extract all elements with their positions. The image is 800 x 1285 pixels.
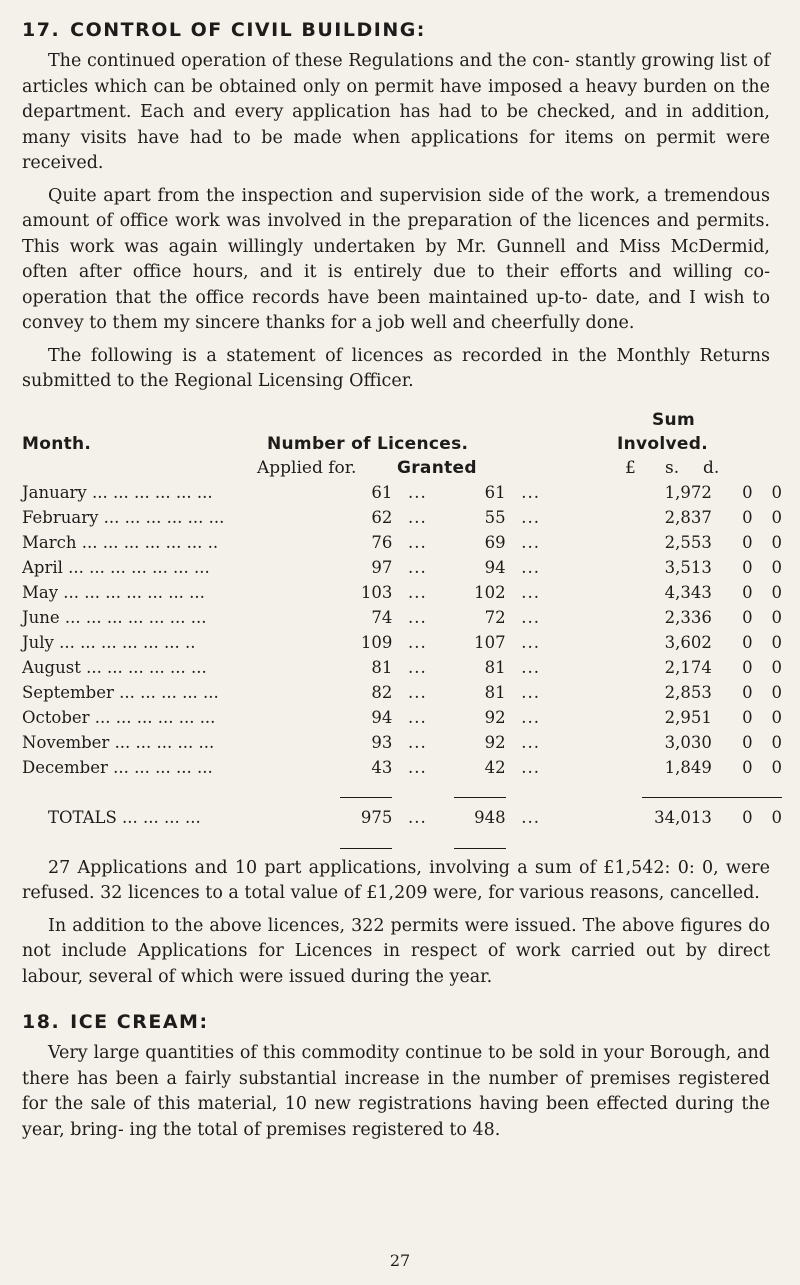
applied-cell: 81 [371,657,393,677]
table-header [22,402,770,480]
month-cell: January ... ... ... ... ... ... [22,482,213,502]
totals-shillings: 0 [742,808,753,827]
applied-cell: 94 [371,707,393,727]
applied-cell: 93 [371,732,393,752]
totals-pence: 0 [771,808,782,827]
leader-dots: ... [408,607,427,627]
pounds-cell: 4,343 [664,582,712,602]
rule-row [22,780,782,805]
month-cell: April ... ... ... ... ... ... ... [22,557,210,577]
granted-cell: 81 [484,682,506,702]
month-cell: July ... ... ... ... ... ... .. [22,632,196,652]
month-cell: February ... ... ... ... ... ... [22,507,225,527]
granted-cell: 92 [484,707,506,727]
leader-dots: ... [408,757,427,777]
section-17-title: CONTROL OF CIVIL BUILDING: [70,19,426,41]
granted-cell: 69 [484,532,506,552]
leader-dots: ... [521,557,540,577]
pence-cell: 0 [771,482,782,502]
pence-cell: 0 [771,757,782,777]
granted-cell: 81 [484,657,506,677]
totals-granted: 948 [474,808,506,827]
month-cell: November ... ... ... ... ... [22,732,215,752]
applied-cell: 62 [371,507,393,527]
table-row [22,705,782,730]
shillings-cell: 0 [742,582,753,602]
shillings-cell: 0 [742,632,753,652]
shillings-cell: 0 [742,507,753,527]
leader-dots: ... [521,682,540,702]
leader-dots: ... [521,507,540,527]
section-17-number: 17. [22,19,61,41]
leader-dots: ... [521,707,540,727]
header-sum: Sum [652,409,695,430]
pence-cell: 0 [771,707,782,727]
pence-cell: 0 [771,582,782,602]
leader-dots: ... [521,532,540,552]
rule-row [22,831,782,856]
paragraph: In addition to the above licences, 322 permits were issued. The above figures do not include Applications for Licences in respect of work carried out by direct labour, several of which were issued during the year. [22,915,770,987]
header-applied-for: Applied for. [257,457,357,478]
applied-cell: 97 [371,557,393,577]
section-18-title: ICE CREAM: [70,1011,209,1033]
header-number-of-licences: Number of Licences. [267,433,469,454]
pounds-cell: 2,837 [664,507,712,527]
header-month: Month. [22,433,92,454]
leader-dots: ... [521,732,540,752]
section-18-heading [22,1010,770,1035]
table-row [22,555,782,580]
paragraph: The continued operation of these Regulations and the con- stantly growing list of articles which can be obtained only on permit have imposed a heavy burden on the department. Each and every application has had to be checked, and in addition, many visits have had to be made when applications for items on permit were received. [22,51,770,173]
table-row [22,480,782,505]
leader-dots: ... [408,632,427,652]
shillings-cell: 0 [742,757,753,777]
leader-dots: ... [521,482,540,502]
totals-label: TOTALS ... ... ... ... [48,808,201,827]
granted-cell: 92 [484,732,506,752]
leader-dots: ... [408,507,427,527]
shillings-cell: 0 [742,557,753,577]
pounds-cell: 2,853 [664,682,712,702]
month-cell: September ... ... ... ... ... [22,682,219,702]
pounds-cell: 2,553 [664,532,712,552]
rule-line [454,848,506,849]
pence-cell: 0 [771,732,782,752]
shillings-cell: 0 [742,682,753,702]
pounds-cell: 2,951 [664,707,712,727]
shillings-cell: 0 [742,482,753,502]
header-granted: Granted [397,457,477,478]
month-cell: October ... ... ... ... ... ... [22,707,216,727]
table-row [22,605,782,630]
month-cell: May ... ... ... ... ... ... ... [22,582,205,602]
pounds-cell: 3,513 [664,557,712,577]
shillings-cell: 0 [742,707,753,727]
table-row [22,630,782,655]
leader-dots: ... [408,732,427,752]
pence-cell: 0 [771,682,782,702]
pence-cell: 0 [771,557,782,577]
paragraph: The following is a statement of licences as recorded in the Monthly Returns submitted to the Regional Licensing Officer. [22,345,770,391]
table-row [22,755,782,780]
leader-dots: ... [408,582,427,602]
leader-dots: ... [521,808,540,827]
header-involved: Involved. [617,433,708,454]
applied-cell: 61 [371,482,393,502]
pence-cell: 0 [771,632,782,652]
table-row [22,680,782,705]
totals-applied: 975 [360,808,393,827]
totals-pounds: 34,013 [654,808,712,827]
rule-line [454,797,506,798]
table-row [22,730,782,755]
leader-dots: ... [521,607,540,627]
shillings-cell: 0 [742,532,753,552]
applied-cell: 82 [371,682,393,702]
granted-cell: 61 [484,482,506,502]
pence-cell: 0 [771,607,782,627]
granted-cell: 55 [484,507,506,527]
totals-row [22,805,782,831]
pence-cell: 0 [771,507,782,527]
table-row [22,530,782,555]
shillings-cell: 0 [742,607,753,627]
leader-dots: ... [521,657,540,677]
leader-dots: ... [408,682,427,702]
granted-cell: 42 [484,757,506,777]
leader-dots: ... [408,707,427,727]
leader-dots: ... [408,532,427,552]
rule-line [642,797,782,798]
header-pence: d. [703,457,720,478]
pounds-cell: 1,849 [664,757,712,777]
paragraph: 27 Applications and 10 part applications, involving a sum of £1,542: 0: 0, were refused. 32 licences to a total value of £1,209 were, for various reasons, cancelled. [22,857,770,903]
page-number: 27 [389,1251,411,1270]
rule-line [340,848,392,849]
leader-dots: ... [408,482,427,502]
leader-dots: ... [521,632,540,652]
table-row [22,580,782,605]
granted-cell: 102 [474,582,506,602]
month-cell: June ... ... ... ... ... ... ... [22,607,207,627]
licences-table [22,480,782,856]
pounds-cell: 2,336 [664,607,712,627]
pounds-cell: 3,602 [664,632,712,652]
month-cell: August ... ... ... ... ... ... [22,657,207,677]
rule-line [340,797,392,798]
leader-dots: ... [521,582,540,602]
month-cell: December ... ... ... ... ... [22,757,213,777]
granted-cell: 94 [484,557,506,577]
pounds-cell: 1,972 [664,482,712,502]
shillings-cell: 0 [742,657,753,677]
leader-dots: ... [408,557,427,577]
pounds-cell: 2,174 [664,657,712,677]
section-18-number: 18. [22,1011,61,1033]
pence-cell: 0 [771,532,782,552]
pence-cell: 0 [771,657,782,677]
granted-cell: 107 [474,632,506,652]
leader-dots: ... [408,808,427,827]
applied-cell: 76 [371,532,393,552]
paragraph: Very large quantities of this commodity continue to be sold in your Borough, and there has been a fairly substantial increase in the number of premises registered for the sale of this material, 10 new registrations having been effected during the year, bring- ing the total of premises registered to 48. [22,1043,770,1140]
applied-cell: 74 [371,607,393,627]
header-shilling: s. [665,457,680,478]
table-row [22,505,782,530]
applied-cell: 109 [360,632,393,652]
pounds-cell: 3,030 [664,732,712,752]
shillings-cell: 0 [742,732,753,752]
granted-cell: 72 [484,607,506,627]
month-cell: March ... ... ... ... ... ... .. [22,532,219,552]
applied-cell: 103 [360,582,393,602]
leader-dots: ... [408,657,427,677]
paragraph: Quite apart from the inspection and supervision side of the work, a tremendous amount of office work was involved in the preparation of the licences and permits. This work was again willingly undertaken by Mr. Gunnell and Miss McDermid, often after office hours, and it is entirely due to their efforts and willing co-operation that the office records have been maintained up-to- date, and I wish to convey to them my sincere thanks for a job well and cheerfully done. [22,185,770,333]
applied-cell: 43 [371,757,393,777]
header-pound: £ [625,457,636,478]
section-17-heading [22,18,770,43]
table-row [22,655,782,680]
leader-dots: ... [521,757,540,777]
